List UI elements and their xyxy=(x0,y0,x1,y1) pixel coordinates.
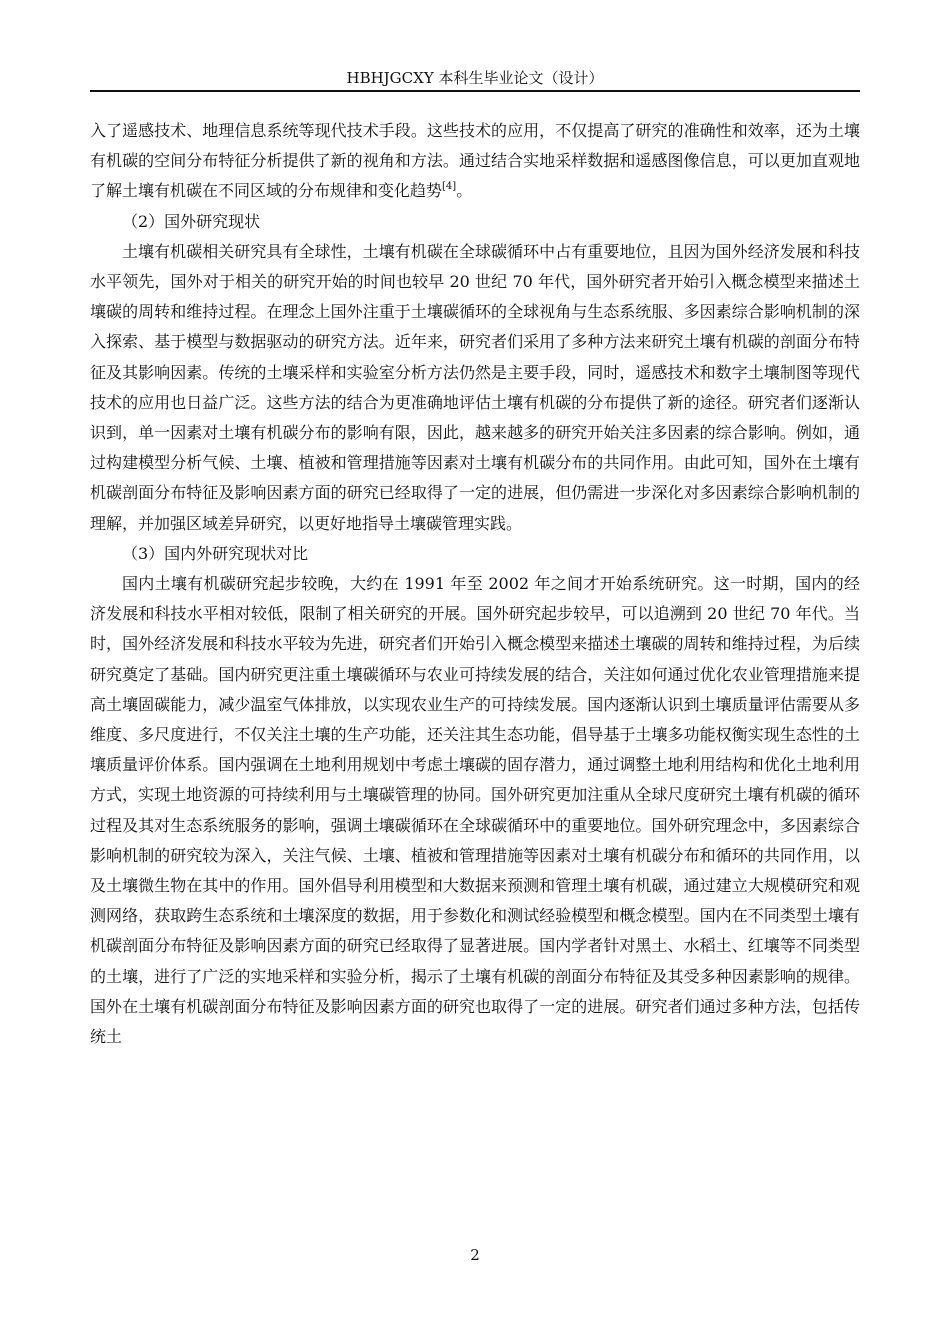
page-header: HBHJGCXY 本科生毕业论文（设计） xyxy=(346,69,604,87)
section-heading-comparison: （3）国内外研究现状对比 xyxy=(122,543,309,563)
page-number: 2 xyxy=(470,1246,480,1264)
citation-ref: [4] xyxy=(442,181,457,193)
paragraph-foreign-status: 土壤有机碳相关研究具有全球性，土壤有机碳在全球碳循环中占有重要地位，且因为国外经济发展和科技水平领先，国外对于相关的研究开始的时间也较早 20 世纪 70 年代，国外研究者开始引入概念模型来描述土壤碳的周转和维持过程。在理念上国外注重于土壤碳循环的全球视角与生态系统服、多因素综合影响机制的深入探索、基于模型与数据驱动的研究方法。近年来，研究者们采用了多种方法来研究土壤有机碳的剖面分布特征及其影响因素。传统的土壤采样和实验室分析方法仍然是主要手段，同时，遥感技术和数字土壤制图等现代技术的应用也日益广泛。这些方法的结合为更准确地评估土壤有机碳的分布提供了新的途径。研究者们逐渐认识到，单一因素对土壤有机碳分布的影响有限，因此，越来越多的研究开始关注多因素的综合影响。例如，通过构建模型分析气候、土壤、植被和管理措施等因素对土壤有机碳分布的共同作用。由此可知，国外在土壤有机碳剖面分布特征及影响因素方面的研究已经取得了一定的进展，但仍需进一步深化对多因素综合影响机制的理解，并加强区域差异研究，以更好地指导土壤碳管理实践。 xyxy=(90,241,860,533)
paragraph-comparison: 国内土壤有机碳研究起步较晚，大约在 1991 年至 2002 年之间才开始系统研究。这一时期，国内的经济发展和科技水平相对较低，限制了相关研究的开展。国外研究起步较早，可以追溯到 20 世纪 70 年代。当时，国外经济发展和科技水平较为先进，研究者们开始引入概念模型来描述土壤碳的周转和维持过程，为后续研究奠定了基础。国内研究更注重土壤碳循环与农业可持续发展的结合，关注如何通过优化农业管理措施来提高土壤固碳能力，减少温室气体排放，以实现农业生产的可持续发展。国内逐渐认识到土壤质量评估需要从多维度、多尺度进行，不仅关注土壤的生产功能，还关注其生态功能，倡导基于土壤多功能权衡实现生态性的土壤质量评价体系。国内强调在土地利用规划中考虑土壤碳的固存潜力，通过调整土地利用结构和优化土地利用方式，实现土地资源的可持续利用与土壤碳管理的协同。国外研究更加注重从全球尺度研究土壤有机碳的循环过程及其对生态系统服务的影响，强调土壤碳循环在全球碳循环中的重要地位。国外研究理念中，多因素综合影响机制的研究较为深入，关注气候、土壤、植被和管理措施等因素对土壤有机碳分布和循环的共同作用，以及土壤微生物在其中的作用。国外倡导利用模型和大数据来预测和管理土壤有机碳，通过建立大规模研究和观测网络，获取跨生态系统和土壤深度的数据，用于参数化和测试经验模型和概念模型。国内在不同类型土壤有机碳剖面分布特征及影响因素方面的研究已经取得了显著进展。国内学者针对黑土、水稻土、红壤等不同类型的土壤，进行了广泛的实地采样和实验分析，揭示了土壤有机碳的剖面分布特征及其受多种因素影响的规律。国外在土壤有机碳剖面分布特征及影响因素方面的研究也取得了一定的进展。研究者们通过多种方法，包括传统土 xyxy=(90,574,860,1047)
paragraph-text: 入了遥感技术、地理信息系统等现代技术手段。这些技术的应用，不仅提高了研究的准确性和效率，还为土壤有机碳的空间分布特征分析提供了新的视角和方法。通过结合实地采样数据和遥感图像信息，可以更加直观地了解土壤有机碳在不同区域的分布规律和变化趋势 xyxy=(90,121,860,201)
paragraph-end: 。 xyxy=(456,181,473,201)
section-heading-foreign: （2）国外研究现状 xyxy=(122,211,261,231)
document-body xyxy=(90,116,860,1052)
paragraph-continuation xyxy=(90,116,860,207)
header-rule xyxy=(90,90,860,92)
